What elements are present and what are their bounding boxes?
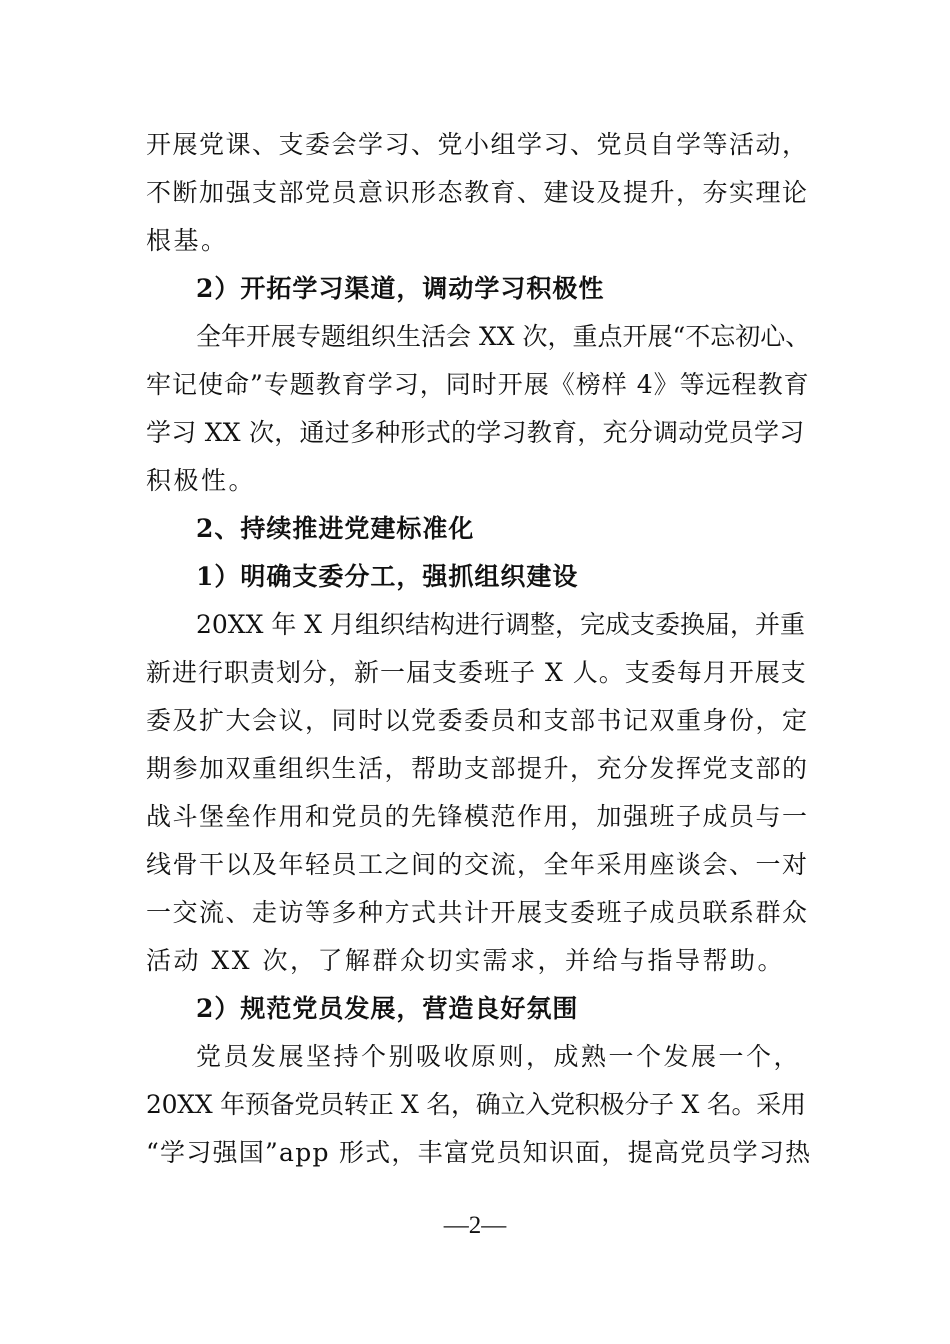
body-line-1: 开展党课、支委会学习、党小组学习、党员自学等活动，	[146, 130, 809, 159]
body-line-2: 不断加强支部党员意识形态教育、建设及提升，夯实理论	[146, 178, 809, 207]
body-line-7: 学习 XX 次，通过多种形式的学习教育，充分调动党员学习	[146, 418, 805, 447]
section-heading-standardization: 2、持续推进党建标准化	[196, 514, 475, 543]
body-line-14: 期参加双重组织生活，帮助支部提升，充分发挥党支部的	[146, 754, 809, 783]
body-line-3: 根基。	[146, 226, 229, 255]
subheading-clarify-division: 1）明确支委分工，强抓组织建设	[196, 562, 579, 591]
subheading-expand-learning-channels: 2）开拓学习渠道，调动学习积极性	[196, 274, 605, 303]
subheading-standardize-development: 2）规范党员发展，营造良好氛围	[196, 994, 579, 1023]
body-line-18: 活动 XX 次，了解群众切实需求，并给与指导帮助。	[146, 946, 785, 975]
body-line-12: 新进行职责划分，新一届支委班子 X 人。支委每月开展支	[146, 658, 807, 687]
body-line-20: 党员发展坚持个别吸收原则，成熟一个发展一个，	[196, 1042, 802, 1071]
body-line-5: 全年开展专题组织生活会 XX 次，重点开展“不忘初心、	[196, 322, 811, 351]
body-line-21: 20XX 年预备党员转正 X 名，确立入党积极分子 X 名。采用	[146, 1090, 806, 1119]
body-line-22: “学习强国”app 形式，丰富党员知识面，提高党员学习热	[146, 1138, 812, 1167]
body-line-8: 积极性。	[146, 466, 257, 495]
body-line-17: 一交流、走访等多种方式共计开展支委班子成员联系群众	[146, 898, 809, 927]
body-line-11: 20XX 年 X 月组织结构进行调整，完成支委换届，并重	[196, 610, 806, 639]
body-line-16: 线骨干以及年轻员工之间的交流，全年采用座谈会、一对	[146, 850, 809, 879]
page-number: —2—	[443, 1212, 507, 1239]
body-line-13: 委及扩大会议，同时以党委委员和支部书记双重身份，定	[146, 706, 809, 735]
body-line-6: 牢记使命”专题教育学习，同时开展《榜样 4》等远程教育	[146, 370, 810, 399]
body-line-15: 战斗堡垒作用和党员的先锋模范作用，加强班子成员与一	[146, 802, 809, 831]
